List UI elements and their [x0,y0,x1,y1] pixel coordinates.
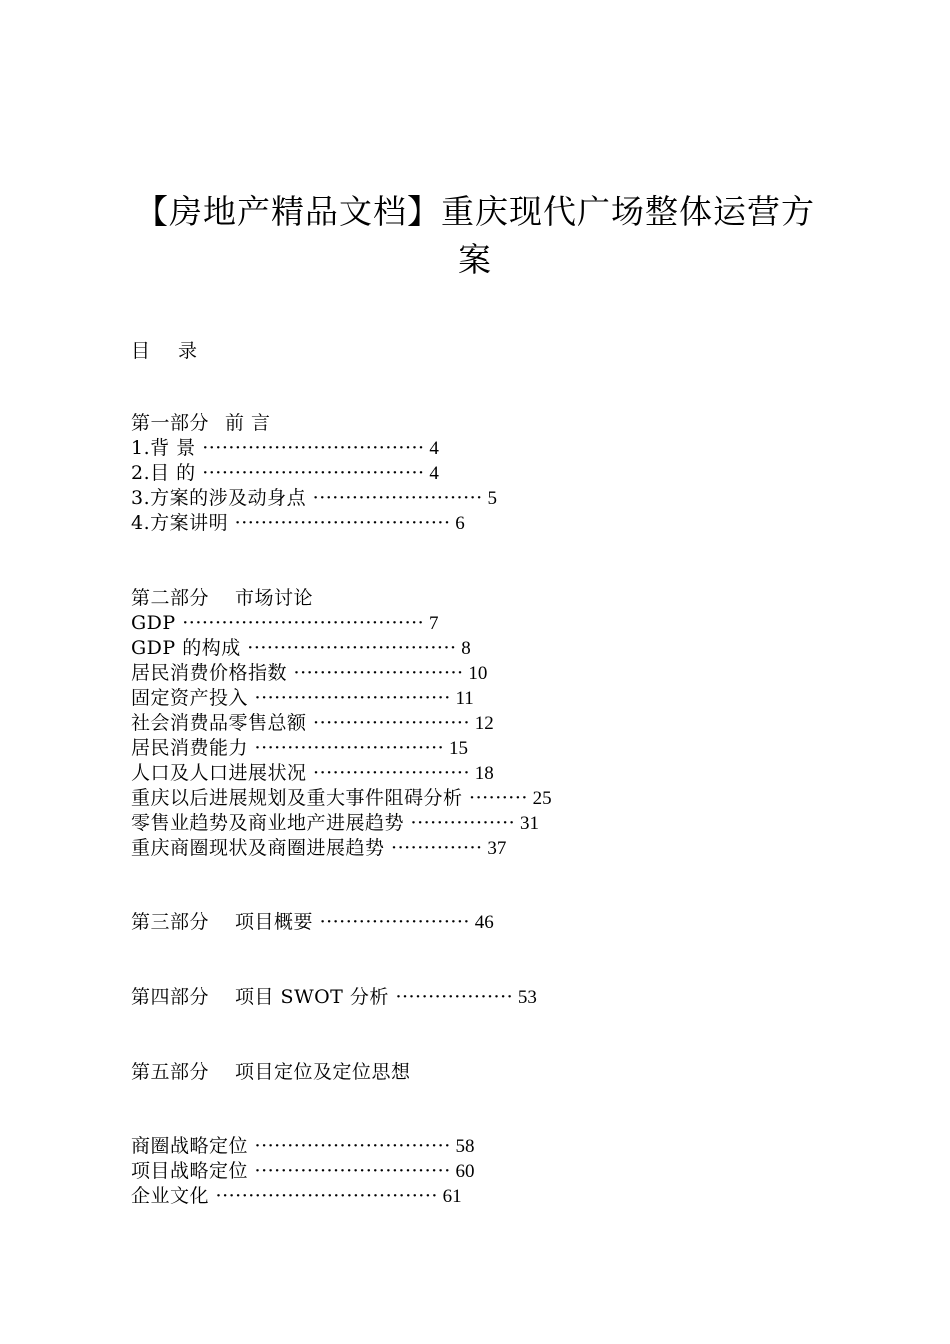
entry-text: GDP 的构成 [131,637,248,659]
entry-text: 3.方案的涉及动身点 [131,487,313,509]
toc-entry[interactable] [131,1134,474,1159]
entry-page: 10 [463,663,488,684]
entry-page: 12 [470,713,494,734]
entry-text: GDP [131,612,183,634]
entry-text: 居民消费价格指数 [131,662,294,684]
toc-entry[interactable] [131,786,552,811]
toc-heading [131,336,199,363]
entry-dots: ·············· [391,837,483,859]
entry-text: 社会消费品零售总额 [131,712,314,734]
entry-dots: ································ [247,637,457,659]
toc-entry[interactable] [131,811,539,836]
entry-dots: ·································· [202,462,425,484]
part-label: 第三部分 [131,911,210,933]
document-title [80,188,870,284]
entry-page: 7 [424,613,439,634]
toc-part-1-heading[interactable] [131,411,271,436]
toc-part-4-heading[interactable] [131,985,537,1010]
entry-dots: ·································· [215,1185,438,1207]
toc-entry[interactable] [131,711,494,736]
part-name: 项目定位及定位思想 [235,1061,411,1083]
entry-page: 5 [482,488,497,509]
entry-text: 重庆商圈现状及商圈进展趋势 [131,837,392,859]
part-label: 第五部分 [131,1061,210,1083]
entry-text: 零售业趋势及商业地产进展趋势 [131,812,411,834]
entry-dots: ····································· [182,612,425,634]
entry-dots: ······························ [254,687,451,709]
entry-dots: ················ [410,812,516,834]
entry-text: 项目战略定位 [131,1160,255,1182]
entry-text: 2.目 的 [131,462,203,484]
toc-entry[interactable] [131,1184,462,1209]
entry-page: 58 [450,1136,475,1157]
entry-text: 重庆以后进展规划及重大事件阻碍分析 [131,787,470,809]
toc-entry[interactable] [131,611,438,636]
toc-entry[interactable] [131,736,468,761]
toc-entry[interactable] [131,661,487,686]
part-label: 第一部分 [131,412,210,434]
title-line-1: 【房地产精品文档】重庆现代广场整体运营方 [135,192,815,231]
toc-heading-char-2: 录 [178,340,200,362]
entry-dots: ························ [313,712,470,734]
part-label: 第二部分 [131,587,210,609]
entry-page: 53 [513,987,537,1008]
entry-dots: ······························ [254,1160,451,1182]
entry-page: 11 [450,688,474,709]
toc-part-2-heading[interactable] [131,586,313,611]
part-name: 前 言 [225,412,271,434]
part-name: 项目 SWOT 分析 [235,986,396,1008]
entry-dots: ·································· [202,437,425,459]
toc-part-3-heading[interactable] [131,910,494,935]
entry-page: 6 [450,513,465,534]
entry-page: 46 [469,912,494,933]
toc-entry[interactable] [131,436,439,461]
entry-dots: ······················· [319,911,470,933]
entry-page: 31 [515,813,539,834]
entry-text: 固定资产投入 [131,687,255,709]
entry-page: 4 [424,463,439,484]
toc-entry[interactable] [131,511,465,536]
part-label: 第四部分 [131,986,210,1008]
entry-text: 4.方案讲明 [131,512,235,534]
entry-dots: ····························· [254,737,445,759]
entry-page: 8 [456,638,471,659]
toc-heading-char-1: 目 [131,340,153,362]
entry-dots: ·························· [293,662,464,684]
entry-text: 居民消费能力 [131,737,255,759]
entry-page: 18 [470,763,494,784]
part-name: 项目概要 [235,911,320,933]
toc-entry[interactable] [131,486,497,511]
entry-text: 商圈战略定位 [131,1135,255,1157]
toc-part-5-heading[interactable] [131,1060,411,1085]
entry-page: 4 [424,438,439,459]
entry-page: 15 [444,738,468,759]
toc-entry[interactable] [131,686,474,711]
toc-entry[interactable] [131,1159,474,1184]
toc-entry[interactable] [131,461,439,486]
part-name: 市场讨论 [235,587,314,609]
toc-entry[interactable] [131,761,494,786]
entry-page: 61 [437,1186,462,1207]
entry-dots: ········· [469,787,528,809]
entry-page: 25 [527,788,552,809]
entry-dots: ································· [234,512,451,534]
entry-text: 企业文化 [131,1185,216,1207]
entry-page: 60 [450,1161,475,1182]
entry-dots: ························ [313,762,470,784]
entry-dots: ·················· [395,986,514,1008]
entry-dots: ······························ [254,1135,451,1157]
entry-text: 人口及人口进展状况 [131,762,314,784]
entry-text: 1.背 景 [131,437,203,459]
entry-page: 37 [482,838,507,859]
entry-dots: ·························· [312,487,483,509]
title-line-2: 案 [458,240,492,279]
toc-entry[interactable] [131,836,506,861]
toc-entry[interactable] [131,636,471,661]
